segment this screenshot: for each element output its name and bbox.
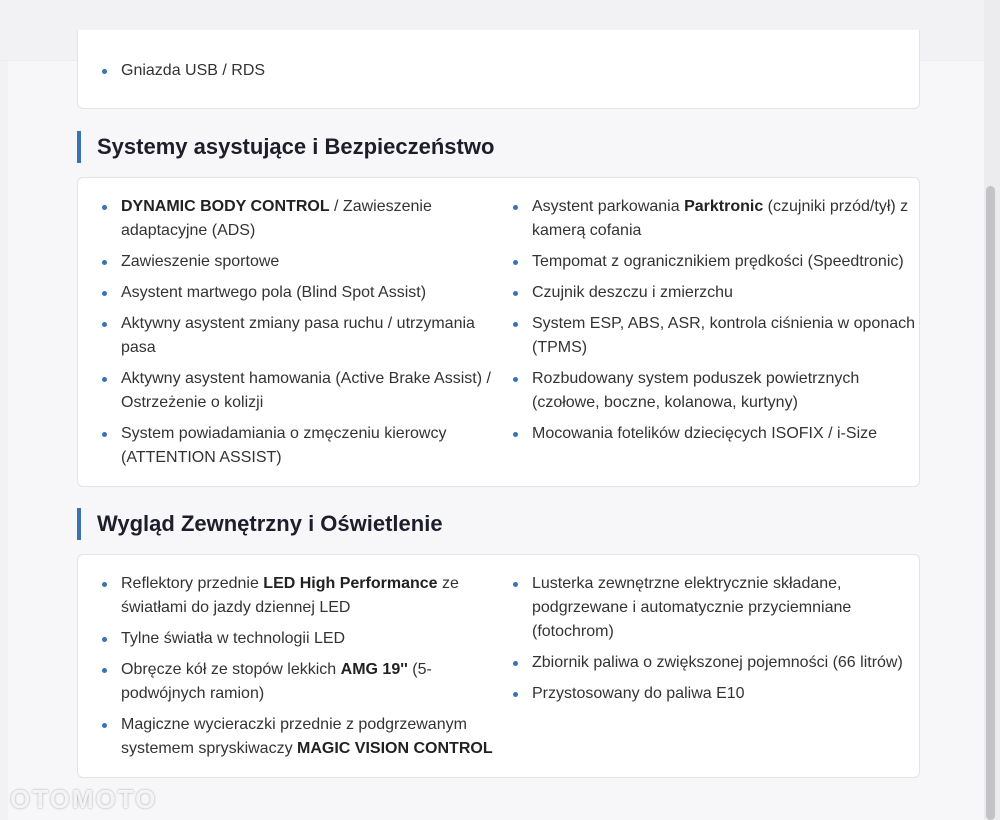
list-item <box>78 312 513 360</box>
list-item <box>78 281 513 305</box>
list-item-text: Aktywny asystent hamowania (Active Brake Assist) / Ostrzeżenie o kolizji <box>121 370 491 411</box>
multimedia-list <box>78 59 513 90</box>
list-item <box>489 312 919 360</box>
list-item-text: Obręcze kół ze stopów lekkich <box>121 661 341 678</box>
list-item <box>78 195 513 243</box>
list-item-text: System ESP, ABS, ASR, kontrola ciśnienia w oponach (TPMS) <box>532 315 916 356</box>
list-item-bold: AMG 19'' <box>340 661 408 678</box>
section-title-exterior: Wygląd Zewnętrzny i Oświetlenie <box>77 508 443 540</box>
list-item <box>489 422 919 446</box>
list-item-text: Asystent parkowania <box>532 198 685 215</box>
safety-list-left <box>78 195 513 477</box>
list-item <box>489 195 919 243</box>
list-item-text: Asystent martwego pola (Blind Spot Assist) <box>121 284 427 301</box>
list-item-text: / Zawieszenie adaptacyjne (ADS) <box>121 198 432 239</box>
list-item <box>78 627 513 651</box>
list-item <box>78 250 513 274</box>
list-item <box>78 658 513 706</box>
list-item-text: Zbiornik paliwa o zwiększonej pojemności (66 litrów) <box>532 654 903 671</box>
list-item-text: Gniazda USB / RDS <box>121 62 266 79</box>
list-item-text: Tempomat z ogranicznikiem prędkości (Speedtronic) <box>532 253 904 270</box>
otomoto-watermark-logo: OTOMOTO <box>10 784 158 814</box>
exterior-list-right <box>489 572 919 713</box>
list-item <box>489 682 919 706</box>
list-item <box>78 572 513 620</box>
list-item-text: Czujnik deszczu i zmierzchu <box>532 284 733 301</box>
list-item-text: Reflektory przednie <box>121 575 264 592</box>
equipment-card-multimedia <box>77 30 920 109</box>
list-item-text: ze światłami do jazdy dziennej LED <box>121 575 459 616</box>
list-item-text: Mocowania fotelików dziecięcych ISOFIX / i-Size <box>532 425 878 442</box>
list-item-text: Rozbudowany system poduszek powietrznych (czołowe, boczne, kolanowa, kurtyny) <box>532 370 860 411</box>
list-item-text: (5-podwójnych ramion) <box>121 661 432 702</box>
list-item-bold: MAGIC VISION CONTROL <box>297 740 493 757</box>
list-item <box>489 281 919 305</box>
list-item <box>78 367 513 415</box>
scrollbar-thumb[interactable] <box>986 186 995 820</box>
list-item-text: Przystosowany do paliwa E10 <box>532 685 745 702</box>
list-item-bold: Parktronic <box>684 198 764 215</box>
list-item-text: Tylne światła w technologii LED <box>121 630 346 647</box>
list-item <box>489 367 919 415</box>
list-item-text: Lusterka zewnętrzne elektrycznie składane, podgrzewane i automatycznie przyciemniane (fotochrom) <box>532 575 852 640</box>
list-item <box>78 422 513 470</box>
list-item <box>78 59 513 83</box>
list-item-bold: DYNAMIC BODY CONTROL <box>121 198 330 215</box>
exterior-list-left <box>78 572 513 768</box>
equipment-card-safety <box>77 177 920 487</box>
list-item <box>489 250 919 274</box>
list-item <box>78 713 513 761</box>
list-item-bold: LED High Performance <box>263 575 438 592</box>
list-item-text: Zawieszenie sportowe <box>121 253 280 270</box>
list-item <box>489 651 919 675</box>
list-item-text: System powiadamiania o zmęczeniu kierowcy (ATTENTION ASSIST) <box>121 425 447 466</box>
section-title-safety: Systemy asystujące i Bezpieczeństwo <box>77 131 494 163</box>
list-item-text: (czujniki przód/tył) z kamerą cofania <box>532 198 909 239</box>
safety-list-right <box>489 195 919 453</box>
equipment-card-exterior <box>77 554 920 778</box>
list-item-text: Aktywny asystent zmiany pasa ruchu / utrzymania pasa <box>121 315 475 356</box>
list-item-text: Magiczne wycieraczki przednie z podgrzewanym systemem spryskiwaczy <box>121 716 467 757</box>
list-item <box>489 572 919 644</box>
